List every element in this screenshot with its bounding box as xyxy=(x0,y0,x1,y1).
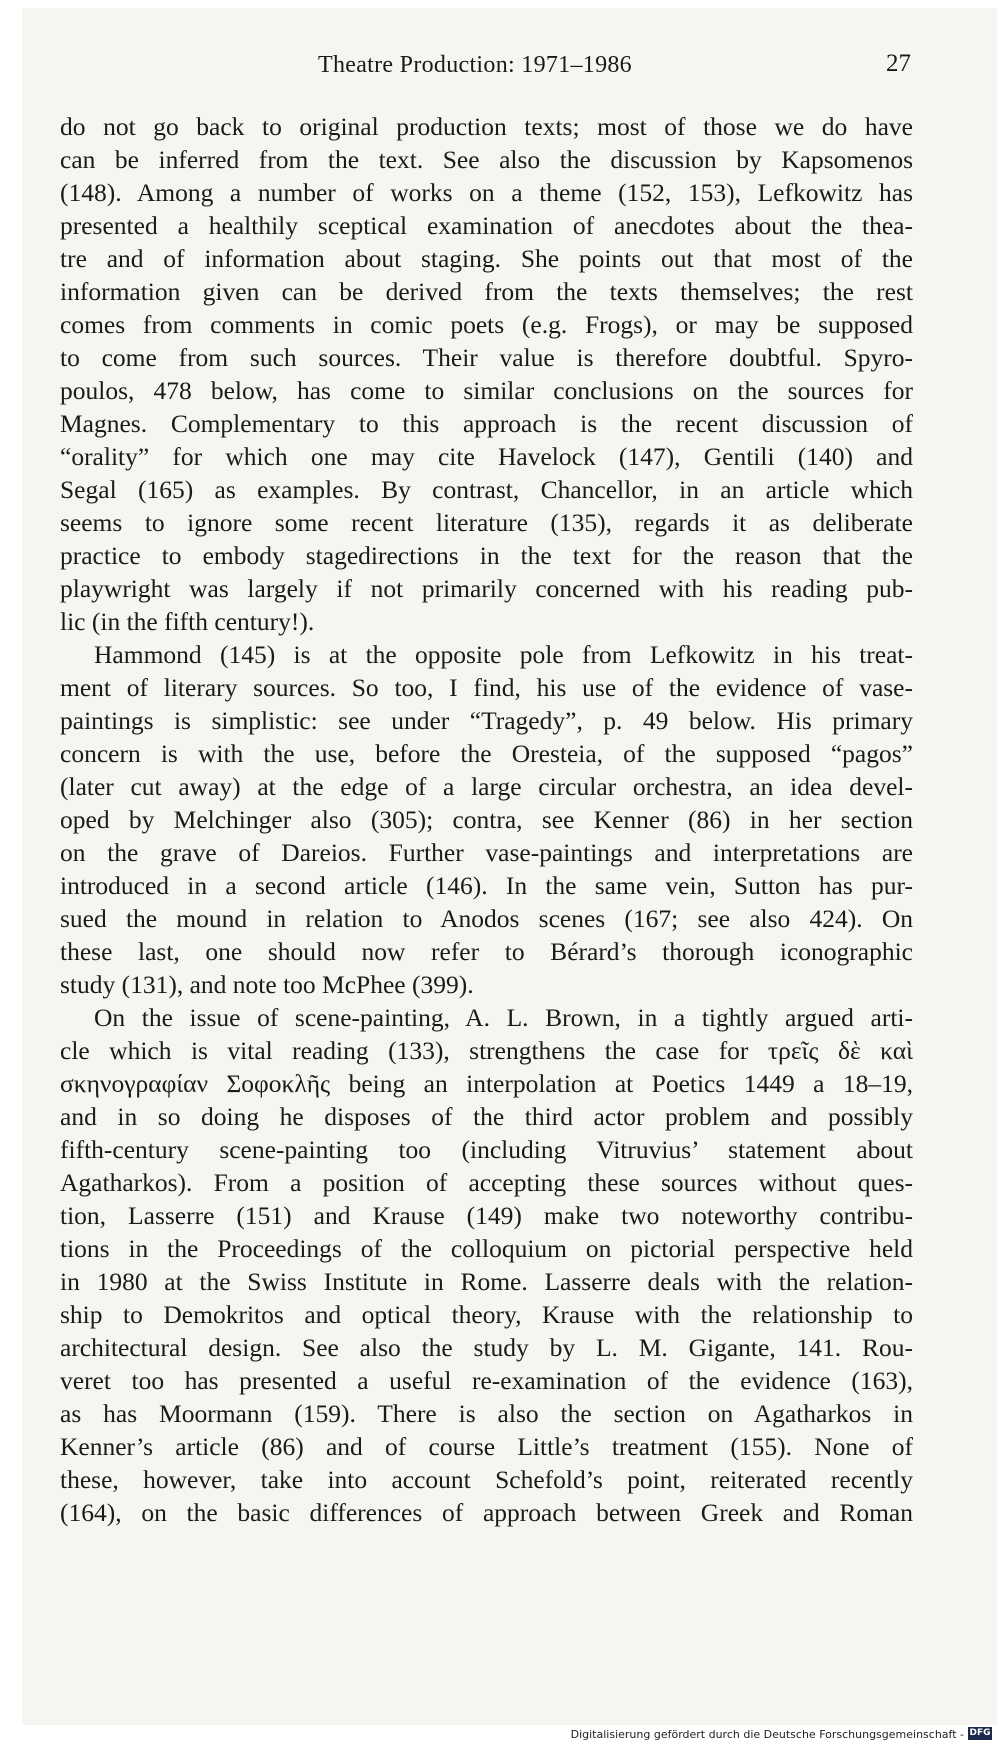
digitization-credit: Digitalisierung gefördert durch die Deutsche Forschungsgemeinschaft - xyxy=(570,1728,964,1741)
text-line: introduced in a second article (146). In the same vein, Sutton has pur- xyxy=(60,871,913,900)
text-line: architectural design. See also the study by L. M. Gigante, 141. Rou- xyxy=(60,1333,913,1362)
text-line: (later cut away) at the edge of a large circular orchestra, an idea devel- xyxy=(60,772,913,801)
text-line: presented a healthily sceptical examination of anecdotes about the thea- xyxy=(60,211,913,240)
dfg-logo-icon: DFG xyxy=(969,1728,991,1738)
text-line: practice to embody stagedirections in the text for the reason that the xyxy=(60,541,913,570)
running-title: Theatre Production: 1971–1986 xyxy=(318,52,632,78)
text-line: fifth-century scene-painting too (including Vitruvius’ statement about xyxy=(60,1135,913,1164)
text-line: do not go back to original production texts; most of those we do have xyxy=(60,112,913,141)
text-line: lic (in the fifth century!). xyxy=(60,607,315,636)
text-line: and in so doing he disposes of the third actor problem and possibly xyxy=(60,1102,913,1131)
text-line: as has Moormann (159). There is also the section on Agatharkos in xyxy=(60,1399,913,1428)
text-line: concern is with the use, before the Oresteia, of the supposed “pagos” xyxy=(60,739,913,768)
text-line: these last, one should now refer to Bérard’s thorough iconographic xyxy=(60,937,913,966)
text-line: Magnes. Complementary to this approach is the recent discussion of xyxy=(60,409,913,438)
text-line: sued the mound in relation to Anodos scenes (167; see also 424). On xyxy=(60,904,913,933)
text-line: tre and of information about staging. She points out that most of the xyxy=(60,244,913,273)
text-line: ship to Demokritos and optical theory, Krause with the relationship to xyxy=(60,1300,913,1329)
body-text xyxy=(60,110,913,1529)
text-line: playwright was largely if not primarily concerned with his reading pub- xyxy=(60,574,913,603)
text-line: “orality” for which one may cite Havelock (147), Gentili (140) and xyxy=(60,442,913,471)
text-line: oped by Melchinger also (305); contra, see Kenner (86) in her section xyxy=(60,805,913,834)
text-line: comes from comments in comic poets (e.g. Frogs), or may be supposed xyxy=(60,310,913,339)
text-line: veret too has presented a useful re-examination of the evidence (163), xyxy=(60,1366,913,1395)
text-line: cle which is vital reading (133), strengthens the case for τρεῖς δὲ καὶ xyxy=(60,1036,913,1065)
text-line: to come from such sources. Their value is therefore doubtful. Spyro- xyxy=(60,343,913,372)
text-line: (148). Among a number of works on a theme (152, 153), Lefkowitz has xyxy=(60,178,913,207)
text-line: poulos, 478 below, has come to similar conclusions on the sources for xyxy=(60,376,913,405)
text-line: Agatharkos). From a position of accepting these sources without ques- xyxy=(60,1168,913,1197)
text-line: Hammond (145) is at the opposite pole from Lefkowitz in his treat- xyxy=(94,640,913,669)
text-line: Segal (165) as examples. By contrast, Chancellor, in an article which xyxy=(60,475,913,504)
text-line: Kenner’s article (86) and of course Little’s treatment (155). None of xyxy=(60,1432,913,1461)
text-line: these, however, take into account Schefold’s point, reiterated recently xyxy=(60,1465,913,1494)
text-line: seems to ignore some recent literature (135), regards it as deliberate xyxy=(60,508,913,537)
text-line: tion, Lasserre (151) and Krause (149) make two noteworthy contribu- xyxy=(60,1201,913,1230)
text-line: (164), on the basic differences of approach between Greek and Roman xyxy=(60,1498,913,1527)
text-line: ment of literary sources. So too, I find, his use of the evidence of vase- xyxy=(60,673,913,702)
text-line: On the issue of scene-painting, A. L. Brown, in a tightly argued arti- xyxy=(94,1003,913,1032)
text-line: study (131), and note too McPhee (399). xyxy=(60,970,474,999)
page-number: 27 xyxy=(886,50,911,77)
text-line: information given can be derived from the texts themselves; the rest xyxy=(60,277,913,306)
text-line: σκηνογραφίαν Σοφοκλῆς being an interpolation at Poetics 1449 a 18–19, xyxy=(60,1069,913,1098)
text-line: in 1980 at the Swiss Institute in Rome. Lasserre deals with the relation- xyxy=(60,1267,913,1296)
text-line: can be inferred from the text. See also the discussion by Kapsomenos xyxy=(60,145,913,174)
text-line: paintings is simplistic: see under “Tragedy”, p. 49 below. His primary xyxy=(60,706,913,735)
text-line: on the grave of Dareios. Further vase-paintings and interpretations are xyxy=(60,838,913,867)
text-line: tions in the Proceedings of the colloquium on pictorial perspective held xyxy=(60,1234,913,1263)
